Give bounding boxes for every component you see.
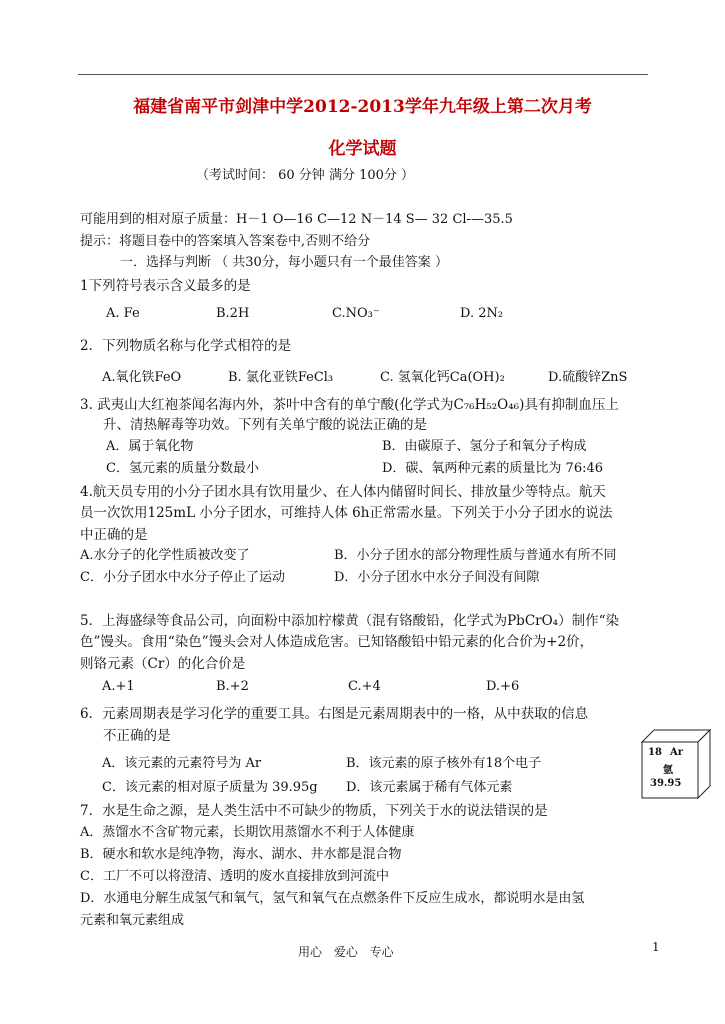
section-heading: 一．选择与判断 （ 共30分，每小题只有一个最佳答案 ） <box>120 255 448 270</box>
atomic-masses: 可能用到的相对原子质量：H－1 O—16 C—12 N－14 S— 32 Cl-—35.5 <box>80 212 513 227</box>
question-7-option-d-line-2: 元素和氧元素组成 <box>80 913 185 928</box>
hint-text: 提示：将题目卷中的答案填入答案卷中,否则不给分 <box>80 234 371 249</box>
question-3-stem-line-2: 升、清热解毒等功效。下列有关单宁酸的说法正确的是 <box>103 417 427 433</box>
question-5-stem-line-2: 色”馒头。食用“染色”馒头会对人体造成危害。已知铬酸铅中铅元素的化合价为+2价， <box>80 634 594 650</box>
question-6-stem-line-1: 6．元素周期表是学习化学的重要工具。右图是元素周期表中的一格，从中获取的信息 <box>80 706 589 722</box>
question-6-stem-line-2: 不正确的是 <box>103 728 171 744</box>
question-1-option-b: B.2H <box>216 306 250 321</box>
question-3-option-a: A．属于氧化物 <box>106 439 194 454</box>
page-title: 福建省南平市剑津中学2012-2013学年九年级上第二次月考 <box>133 97 592 117</box>
question-3-option-d: D．碳、氧两种元素的质量比为 76:46 <box>382 461 604 476</box>
question-5-option-c: C.+4 <box>348 679 381 694</box>
question-4-option-d: D．小分子团水中水分子间没有间隙 <box>334 570 540 585</box>
question-5-stem-line-3: 则铬元素（Cr）的化合价是 <box>80 656 246 672</box>
question-2-option-c: C. 氢氧化钙Ca(OH)₂ <box>380 370 505 385</box>
question-4-option-c: C．小分子团水中水分子停止了运动 <box>80 570 285 585</box>
question-7-option-b: B．硬水和软水是纯净物，海水、湖水、井水都是混合物 <box>80 847 402 862</box>
question-4-option-b: B．小分子团水的部分物理性质与普通水有所不同 <box>334 548 617 563</box>
question-3-stem-line-1: 3. 武夷山大红袍茶闻名海内外，茶叶中含有的单宁酸(化学式为C₇₆H₅₂O₄₆)具有抑制血压上 <box>80 397 619 413</box>
question-4-stem-line-3: 中正确的是 <box>80 527 148 543</box>
question-1-option-c: C.NO₃⁻ <box>332 306 380 321</box>
question-6-option-c: C．该元素的相对原子质量为 39.95g <box>102 780 318 795</box>
exam-info: （考试时间： 60 分钟 满分 100分 ） <box>196 168 415 183</box>
question-1-option-a: A. Fe <box>106 306 140 321</box>
question-7-stem: 7．水是生命之源，是人类生活中不可缺少的物质，下列关于水的说法错误的是 <box>80 803 548 819</box>
question-6-option-a: A．该元素的元素符号为 Ar <box>102 756 262 771</box>
header-rule <box>78 74 648 75</box>
question-3-option-b: B．由碳原子、氢分子和氧分子构成 <box>382 439 587 454</box>
question-1-option-d: D. 2N₂ <box>460 306 504 321</box>
question-2-option-a: A.氧化铁FeO <box>102 370 182 385</box>
question-5-option-a: A.+1 <box>102 679 135 694</box>
question-7-option-d-line-1: D．水通电分解生成氢气和氧气，氢气和氧气在点燃条件下反应生成水，都说明水是由氢 <box>80 891 585 906</box>
question-6-option-b: B．该元素的原子核外有18个电子 <box>346 756 542 771</box>
question-6-option-d: D．该元素属于稀有气体元素 <box>346 780 513 795</box>
footer-motto: 用心 爱心 专心 <box>298 945 394 959</box>
element-name: 氩 <box>663 765 673 776</box>
page-subtitle: 化学试题 <box>328 139 397 159</box>
element-symbol: Ar <box>670 747 684 758</box>
question-2-option-d: D.硫酸锌ZnS <box>548 370 628 385</box>
element-atomic-mass: 39.95 <box>650 778 682 789</box>
page-number: 1 <box>652 940 660 954</box>
question-4-stem-line-1: 4.航天员专用的小分子团水具有饮用量少、在人体内储留时间长、排放量少等特点。航天 <box>80 484 606 500</box>
question-7-option-c: C．工厂不可以将澄清、透明的废水直接排放到河流中 <box>80 869 389 884</box>
question-5-option-b: B.+2 <box>216 679 249 694</box>
question-2-option-b: B. 氯化亚铁FeCl₃ <box>228 370 334 385</box>
question-4-stem-line-2: 员一次饮用125mL 小分子团水，可维持人体 6h正常需水量。下列关于小分子团水的说法 <box>80 505 613 521</box>
question-5-option-d: D.+6 <box>486 679 520 694</box>
element-atomic-number: 18 <box>648 747 662 758</box>
question-5-stem-line-1: 5．上海盛绿等食品公司，向面粉中添加柠檬黄（混有铬酸铅，化学式为PbCrO₄）制作“染 <box>80 613 619 629</box>
question-3-option-c: C．氢元素的质量分数最小 <box>106 461 259 476</box>
question-2-stem: 2．下列物质名称与化学式相符的是 <box>80 338 292 354</box>
periodic-table-cell-figure <box>638 728 714 804</box>
question-1-stem: 1下列符号表示含义最多的是 <box>80 278 251 294</box>
question-7-option-a: A．蒸馏水不含矿物元素，长期饮用蒸馏水不利于人体健康 <box>80 825 415 840</box>
question-4-option-a: A.水分子的化学性质被改变了 <box>80 548 250 563</box>
